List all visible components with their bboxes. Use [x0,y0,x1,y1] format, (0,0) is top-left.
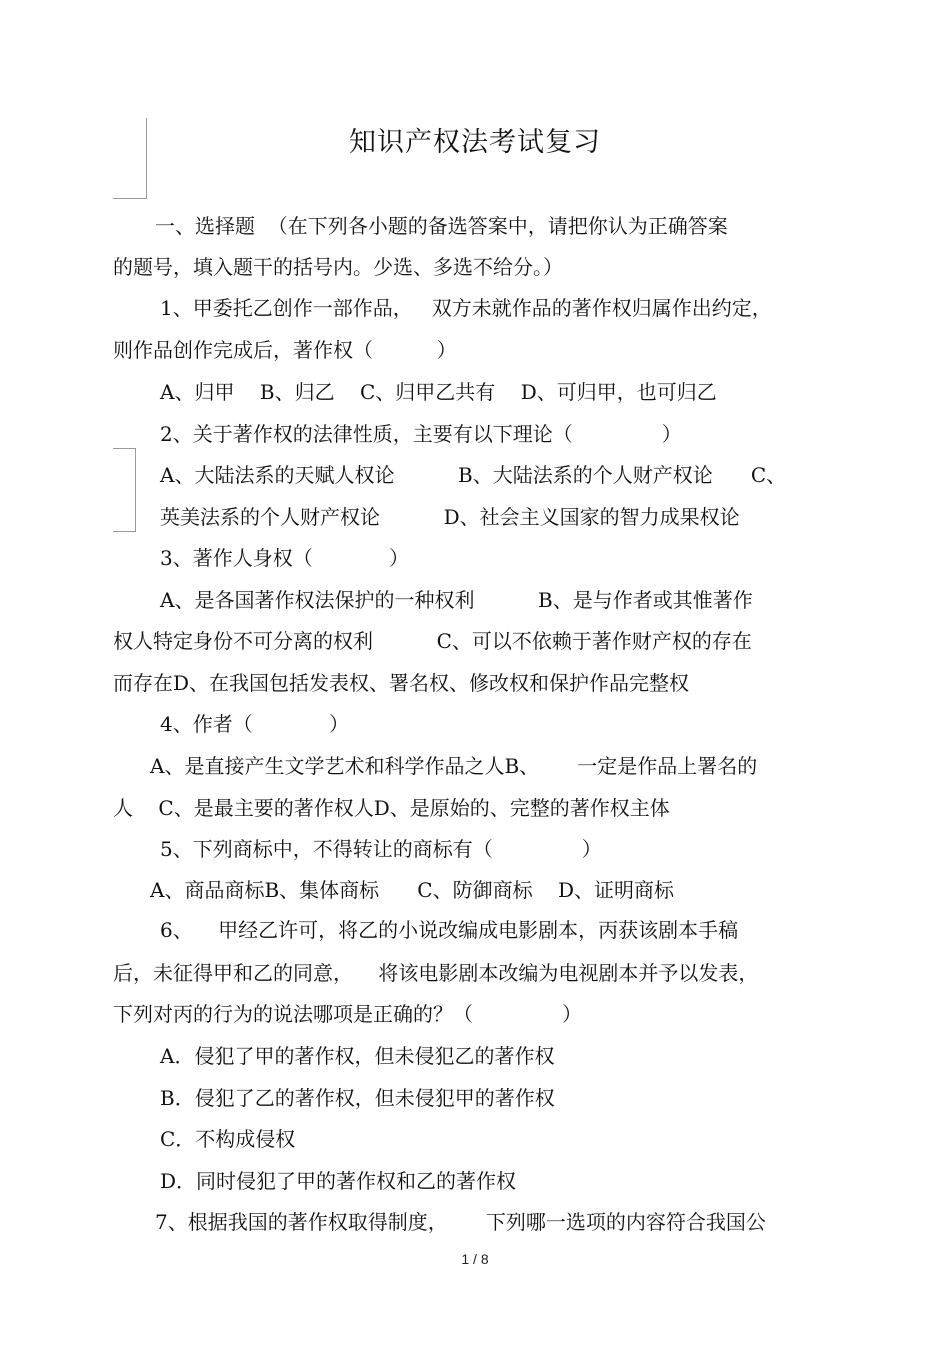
question-6-option-b: B．侵犯了乙的著作权，但未侵犯甲的著作权 [160,1086,555,1110]
question-6-line-3: 下列对丙的行为的说法哪项是正确的？（ ） [113,1002,583,1026]
crop-mark-middle [113,448,136,532]
page-number: 1 / 8 [461,1251,489,1267]
question-4-stem: 4、作者（ ） [160,712,350,736]
question-1-options: A、归甲 B、归乙 C、归甲乙共有 D、可归甲，也可归乙 [160,380,717,404]
question-3-options-line-2: 权人特定身份不可分离的权利 C、可以不依赖于著作财产权的存在 [113,629,752,653]
question-4-options-line-2: 人 C、是最主要的著作权人D、是原始的、完整的著作权主体 [113,796,670,820]
question-3-stem: 3、著作人身权（ ） [160,546,410,570]
question-6-line-2: 后，未征得甲和乙的同意， 将该电影剧本改编为电视剧本并予以发表， [113,961,759,985]
question-6-option-c: C．不构成侵权 [160,1127,296,1151]
question-2-options-line-2: 英美法系的个人财产权论 D、社会主义国家的智力成果权论 [160,505,740,529]
question-5-options: A、商品商标B、集体商标 C、防御商标 D、证明商标 [150,878,675,902]
question-3-options-line-1: A、是各国著作权法保护的一种权利 B、是与作者或其惟著作 [160,588,753,612]
section-heading-line-2: 的题号，填入题干的括号内。少选、多选不给分。） [113,255,563,279]
question-7-line-1: 7、根据我国的著作权取得制度， 下列哪一选项的内容符合我国公 [155,1210,766,1234]
page-title: 知识产权法考试复习 [349,127,601,158]
question-3-options-line-3: 而存在D、在我国包括发表权、署名权、修改权和保护作品完整权 [113,671,690,695]
question-5-stem: 5、下列商标中，不得转让的商标有（ ） [160,837,602,861]
question-1-line-1: 1、甲委托乙创作一部作品， 双方未就作品的著作权归属作出约定， [160,296,772,320]
section-heading-line-1: 一、选择题 （在下列各小题的备选答案中，请把你认为正确答案 [155,214,728,238]
question-6-line-1: 6、 甲经乙许可，将乙的小说改编成电影剧本，丙获该剧本手稿 [160,918,739,942]
question-2-stem: 2、关于著作权的法律性质，主要有以下理论（ ） [160,422,682,446]
question-6-option-d: D．同时侵犯了甲的著作权和乙的著作权 [160,1169,517,1193]
question-6-option-a: A．侵犯了甲的著作权，但未侵犯乙的著作权 [160,1044,555,1068]
question-4-options-line-1: A、是直接产生文学艺术和科学作品之人B、 一定是作品上署名的 [150,754,758,778]
question-1-line-2: 则作品创作完成后，著作权（ ） [113,338,457,362]
question-2-options-line-1: A、大陆法系的天赋人权论 B、大陆法系的个人财产权论 C、 [160,463,787,487]
